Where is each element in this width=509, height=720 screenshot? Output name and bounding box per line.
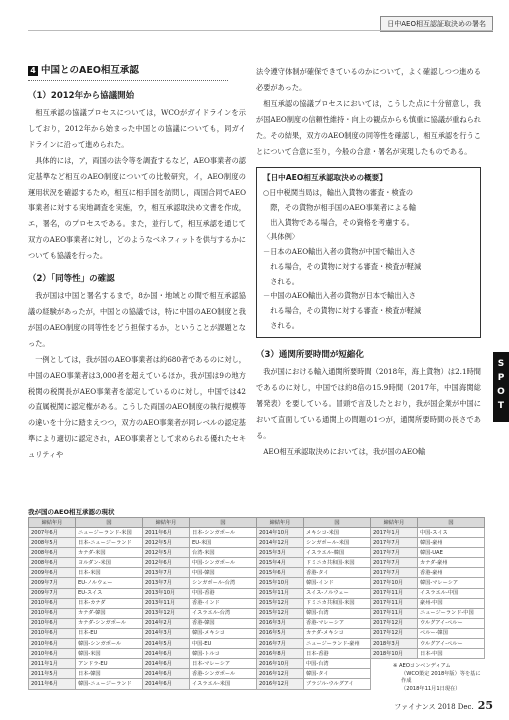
date-cell: 2010年6月	[29, 628, 76, 638]
date-cell: 2011年1月	[29, 659, 76, 669]
paragraph: 一例としては，我が国のAEO事業者は約680者であるのに対し，中国のAEO事業者は3,000者を超えているほか，我が国は9の地方税関の税関長がAEO事業者を認定しているのに対し，中国では42の直属税関に認定権がある。こうした両国のAEO制度の執行規模等の違いを十分に踏まえつつ，双方のAEO事業者が同レベルの認定基準により適切に認定され，AEO事業者として求められる優れたセキュリティや	[28, 354, 247, 460]
date-cell: 2013年11月	[143, 598, 190, 608]
date-cell: 2010年6月	[29, 618, 76, 628]
date-cell: 2017年12月	[371, 618, 418, 628]
country-cell: スイス-ノルウェー	[304, 588, 371, 598]
date-cell: 2018年10月	[371, 649, 418, 659]
summary-line: れる場合，その貨物に対する審査・検査が軽減	[263, 261, 422, 271]
country-cell: ウルグアイ-ペルー	[418, 639, 485, 649]
table-header-cell: 締結年月	[143, 518, 190, 528]
date-cell: 2009年7月	[29, 588, 76, 598]
date-cell: 2013年10月	[143, 588, 190, 598]
paragraph: 具体的には，ア，両国の法令等を調査するなど，AEO事業者の認定基準など相互のAEO制度についての比較研究，イ，AEO制度の運用状況を確認するため，相互に相手国を訪問し，両国合同でAEO事業者に対する実地調査を実施，ウ，相互承認取決め文書を作成，エ，署名，のプロセスである。また，並行して，相互承認を通じて双方のAEO事業者に対し，どのようなベネフィットを供与するかについても協議を行った。	[28, 155, 246, 261]
date-cell: 2016年12月	[257, 679, 304, 689]
table-row	[29, 528, 485, 538]
table-header-cell: 締結年月	[29, 518, 76, 528]
country-cell: イスラエル-台湾	[190, 608, 257, 618]
date-cell: 2009年6月	[29, 568, 76, 578]
date-cell: 2010年6月	[29, 649, 76, 659]
table-header-cell: 締結年月	[257, 518, 304, 528]
date-cell: 2018年3月	[371, 639, 418, 649]
country-cell: ウルグアイ-ペルー	[418, 618, 485, 628]
country-cell: 中国-シンガポール	[190, 558, 257, 568]
country-cell: カナダ-メキシコ	[304, 628, 371, 638]
date-cell: 2014年5月	[143, 639, 190, 649]
country-cell: EU-ノルウェー	[76, 578, 143, 588]
summary-box-title: 【日中AEO相互承認取決めの概要】	[263, 173, 387, 183]
date-cell: 2014年6月	[143, 669, 190, 679]
section-heading	[28, 64, 246, 78]
table-header-cell: 締結年月	[371, 518, 418, 528]
date-cell: 2010年6月	[29, 608, 76, 618]
date-cell: 2015年12月	[257, 608, 304, 618]
country-cell: 日本-カナダ	[76, 598, 143, 608]
country-cell: 韓国-シンガポール	[76, 639, 143, 649]
date-cell: 2015年12月	[257, 598, 304, 608]
date-cell: 2016年10月	[257, 659, 304, 669]
date-cell: 2016年8月	[257, 649, 304, 659]
country-cell: 香港-豪州	[418, 568, 485, 578]
summary-line: される。	[263, 276, 299, 286]
footer	[394, 699, 493, 712]
section-number: 4	[28, 66, 38, 76]
summary-line: ○日中税関当局は，輸出入貨物の審査・検査の	[263, 188, 414, 198]
table-row	[29, 548, 485, 558]
spot-tab-label: SPOT	[497, 359, 505, 411]
paragraph: 相互承認の協議プロセスにおいては，こうした点に十分留意し，我が国AEO制度の信頼性維持・向上の観点からも慎重に協議が重ねられた。その結果，双方のAEO制度の同等性を確認し，相互承認を行うことについて合意に至り，今般の合意・署名が実現したものである。	[256, 98, 481, 156]
date-cell: 2011年6月	[29, 679, 76, 689]
date-cell: 2017年7月	[371, 568, 418, 578]
subheading-3: （3）通関所要時間が短縮化	[256, 350, 364, 361]
country-cell: 中国-台湾	[304, 659, 371, 669]
country-cell: 日本-韓国	[76, 669, 143, 679]
country-cell: 日本-マレーシア	[190, 659, 257, 669]
date-cell: 2017年12月	[371, 628, 418, 638]
page-number: 25	[477, 699, 493, 712]
paragraph: AEO相互承認取決めにおいては，我が国のAEO輸	[263, 446, 426, 456]
section-dotted-rule	[28, 80, 228, 81]
section-title: 中国とのAEO相互承認	[41, 65, 139, 76]
date-cell: 2017年7月	[371, 548, 418, 558]
left-column	[28, 64, 246, 463]
date-cell: 2011年6月	[143, 528, 190, 538]
country-cell: シンガポール-台湾	[190, 578, 257, 588]
table-note	[393, 663, 481, 693]
table-row	[29, 628, 485, 638]
date-cell: 2014年10月	[257, 528, 304, 538]
date-cell: 2016年7月	[257, 639, 304, 649]
subheading-2: （2）「同等性」の確認	[28, 274, 115, 285]
date-cell: 2016年12月	[257, 669, 304, 679]
date-cell: 2007年6月	[29, 528, 76, 538]
table-title: 我が国のAEO相互承認の現状	[28, 508, 115, 516]
table-row	[29, 608, 485, 618]
date-cell: 2014年3月	[143, 628, 190, 638]
table-row	[29, 588, 485, 598]
table-row	[29, 578, 485, 588]
table-row	[29, 639, 485, 649]
summary-line: 出入貨物である場合，その資格を考慮する。	[263, 217, 414, 227]
country-cell: カナダ-米国	[76, 548, 143, 558]
country-cell: ブラジル-ウルグアイ	[304, 679, 371, 689]
country-cell: 韓国-タイ	[304, 669, 371, 679]
country-cell: イスラエル-米国	[190, 679, 257, 689]
country-cell: 中国-スイス	[418, 528, 485, 538]
country-cell: 韓国-米国	[76, 649, 143, 659]
country-cell: ヨルダン-米国	[76, 558, 143, 568]
country-cell: ドミニカ共和国-米国	[304, 558, 371, 568]
summary-line: れる場合，その貨物に対する審査・検査が軽減	[263, 305, 422, 315]
subheading-1: （1）2012年から協議開始	[28, 91, 135, 101]
country-cell: 韓国-インド	[304, 578, 371, 588]
country-cell: アンドラ-EU	[76, 659, 143, 669]
country-cell: ドミニカ共和国-米国	[304, 598, 371, 608]
country-cell: 韓国-ニュージーランド	[76, 679, 143, 689]
country-cell: カナダ-豪州	[418, 558, 485, 568]
country-cell: カナダ-シンガポール	[76, 618, 143, 628]
footer-journal: ファイナンス 2018 Dec.	[394, 703, 474, 711]
country-cell: 台湾-米国	[190, 548, 257, 558]
date-cell: 2015年11月	[257, 588, 304, 598]
country-cell: イスラエル-中国	[418, 588, 485, 598]
date-cell: 2017年11月	[371, 598, 418, 608]
summary-line: －日本のAEO輸出入者の貨物が中国で輸出入さ	[263, 247, 416, 257]
country-cell: EU-スイス	[76, 588, 143, 598]
date-cell: 2013年7月	[143, 578, 190, 588]
date-cell: 2017年7月	[371, 558, 418, 568]
note-line: 作成	[401, 678, 412, 684]
date-cell: 2014年2月	[143, 618, 190, 628]
date-cell: 2011年5月	[29, 669, 76, 679]
summary-box	[256, 167, 481, 338]
date-cell: 2008年6月	[29, 558, 76, 568]
date-cell: 2017年11月	[371, 608, 418, 618]
paragraph: 法令遵守体制が確保できているのかについて，よく確認しつつ進める必要があった。	[256, 67, 481, 92]
country-cell: 香港-シンガポール	[190, 669, 257, 679]
table-header-cell: 国	[304, 518, 371, 528]
country-cell: 中国-EU	[190, 639, 257, 649]
date-cell: 2014年6月	[143, 649, 190, 659]
paragraph: 我が国における輸入通関所要時間（2018年，海上貨物）は2.1時間であるのに対し，中国では約8倍の15.9時間（2017年，中国海関総署発表）を要している。冒頭で言及したとおり，我が国企業が中国において直面している通関上の問題の1つが，通関所要時間の長さである。	[256, 367, 481, 440]
date-cell: 2008年5月	[29, 538, 76, 548]
table-row	[29, 618, 485, 628]
country-cell: カナダ-韓国	[76, 608, 143, 618]
note-line: （2018年11月1日現在）	[401, 685, 461, 692]
summary-line: される。	[263, 320, 299, 330]
table-header-cell: 国	[190, 518, 257, 528]
country-cell: 日本-香港	[304, 649, 371, 659]
table-row	[29, 538, 485, 548]
country-cell: 日本-ニュージーランド	[76, 538, 143, 548]
country-cell: 香港-タイ	[304, 568, 371, 578]
note-line: ※ AEOコンベンディアム	[393, 663, 451, 669]
right-column	[256, 64, 481, 460]
table-row	[29, 558, 485, 568]
country-cell: 中国-韓国	[190, 568, 257, 578]
table-row	[29, 649, 485, 659]
paragraph: 我が国は中国と署名するまで，8か国・地域との間で相互承認協議の経験があったが，中国との協議では，特に中国のAEO制度と我が国のAEO制度の同等性をどう担保するか，ということが課題となった。	[28, 291, 246, 348]
summary-line: 〈具体例〉	[263, 232, 299, 242]
date-cell: 2015年3月	[257, 548, 304, 558]
table-header-cell: 国	[418, 518, 485, 528]
spot-tab	[493, 352, 509, 422]
date-cell: 2013年12月	[143, 608, 190, 618]
header-rule	[28, 30, 493, 31]
summary-line: －中国のAEO輸出入者の貨物が日本で輸出入さ	[263, 291, 416, 301]
country-cell: 香港-インド	[190, 598, 257, 608]
date-cell: 2010年6月	[29, 598, 76, 608]
date-cell: 2015年10月	[257, 578, 304, 588]
country-cell: ペルー-韓国	[418, 628, 485, 638]
country-cell: 韓国-トルコ	[190, 649, 257, 659]
running-header: 日中AEO相互認証取決めの署名	[380, 16, 493, 32]
date-cell: 2014年6月	[143, 659, 190, 669]
country-cell: 日本-シンガポール	[190, 528, 257, 538]
country-cell: メキシコ-米国	[304, 528, 371, 538]
date-cell: 2012年5月	[143, 538, 190, 548]
date-cell: 2012年5月	[143, 548, 190, 558]
country-cell: 日本-米国	[76, 568, 143, 578]
country-cell: 豪州-中国	[418, 598, 485, 608]
country-cell: ニュージーランド-豪州	[304, 639, 371, 649]
country-cell: 香港-韓国	[190, 618, 257, 628]
date-cell: 2014年12月	[257, 538, 304, 548]
date-cell: 2012年6月	[143, 558, 190, 568]
date-cell: 2016年5月	[257, 628, 304, 638]
country-cell: EU-米国	[190, 538, 257, 548]
date-cell: 2008年6月	[29, 548, 76, 558]
table-header-row	[29, 518, 485, 528]
note-line: （WCO策定 2018年版）等を基に	[401, 670, 481, 677]
country-cell: 韓国-UAE	[418, 548, 485, 558]
date-cell: 2015年6月	[257, 568, 304, 578]
date-cell: 2017年10月	[371, 578, 418, 588]
table-header-cell: 国	[76, 518, 143, 528]
country-cell: ニュージーランド-米国	[76, 528, 143, 538]
paragraph: 相互承認の協議プロセスについては，WCOがガイドラインを示しており，2012年から始まった中国との協議についても，同ガイドラインに沿って進められた。	[28, 108, 246, 149]
country-cell: 日本-中国	[418, 649, 485, 659]
country-cell: 日本-EU	[76, 628, 143, 638]
date-cell: 2017年11月	[371, 588, 418, 598]
table-row	[29, 598, 485, 608]
table-row	[29, 568, 485, 578]
date-cell: 2009年7月	[29, 578, 76, 588]
country-cell: ニュージーランド-中国	[418, 608, 485, 618]
date-cell: 2014年6月	[143, 679, 190, 689]
country-cell: イスラエル-韓国	[304, 548, 371, 558]
date-cell: 2015年4月	[257, 558, 304, 568]
date-cell: 2013年7月	[143, 568, 190, 578]
date-cell: 2017年7月	[371, 538, 418, 548]
country-cell: 韓国-豪州	[418, 538, 485, 548]
country-cell: 韓国-台湾	[304, 608, 371, 618]
date-cell: 2010年6月	[29, 639, 76, 649]
country-cell: 中国-香港	[190, 588, 257, 598]
country-cell: 香港-マレーシア	[304, 618, 371, 628]
date-cell: 2016年3月	[257, 618, 304, 628]
country-cell: 韓国-メキシコ	[190, 628, 257, 638]
country-cell: シンガポール-米国	[304, 538, 371, 548]
summary-line: 際，その貨物が相手国のAEO事業者による輸	[263, 203, 416, 213]
date-cell: 2017年1月	[371, 528, 418, 538]
country-cell: 韓国-マレーシア	[418, 578, 485, 588]
